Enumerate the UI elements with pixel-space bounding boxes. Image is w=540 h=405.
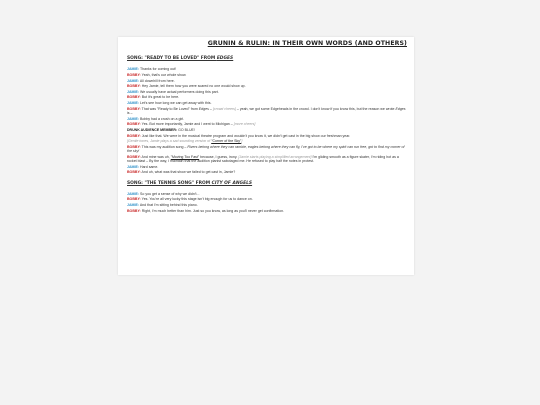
- speaker-bobby: BOBBY:: [127, 84, 141, 89]
- stage-direction: [Jamie starts playing a simplified arrangement]: [238, 154, 312, 159]
- transcript: [127, 57, 407, 214]
- dialogue-line: [127, 145, 407, 154]
- stage-direction: [Gentle tones, Jamie plays a sad sounding version of: [127, 139, 212, 144]
- show-title: Edges: [395, 106, 406, 111]
- song-heading-1-prefix: SONG: "READY TO BE LOVED" FROM: [127, 56, 217, 61]
- dialogue-text: Let's see how long we can get away with this.: [139, 101, 212, 106]
- speaker-bobby: BOBBY:: [127, 95, 141, 100]
- dialogue-line: [127, 155, 407, 164]
- lyrics: Rivers belong where they can ramble, eagles belong where they can fly, I've got to be where my spirit can run free, got to find my corner of the sky!: [127, 144, 405, 154]
- dialogue-text: Right, I'm much better than him. Just so you know, as long as you'll never get confirmation.: [140, 208, 285, 213]
- speaker-audience: DRUNK AUDIENCE MEMBER:: [127, 127, 178, 132]
- speaker-jamie: JAMIE:: [127, 191, 140, 196]
- dialogue-line: [127, 84, 407, 88]
- dialogue-text: is –: [127, 110, 133, 115]
- speaker-jamie: JAMIE:: [127, 67, 140, 72]
- stage-direction: [crowd cheers]: [212, 106, 236, 111]
- dialogue-text: Bobby had a crush on a girl.: [139, 116, 185, 121]
- dialogue-line: [127, 128, 407, 132]
- song-heading-2-show: CITY OF ANGELS: [211, 180, 253, 186]
- stage-direction-line: [127, 139, 407, 143]
- speaker-bobby: BOBBY:: [127, 133, 141, 138]
- dialogue-line: [127, 117, 407, 121]
- song-heading-2: [127, 182, 407, 186]
- dialogue-line: [127, 192, 407, 196]
- dialogue-line: [127, 209, 407, 213]
- dialogue-text: –: [208, 106, 213, 111]
- dialogue-line: [127, 90, 407, 94]
- dialogue-text: And that I'm sitting behind this piano.: [139, 203, 198, 208]
- speaker-bobby: BOBBY:: [127, 197, 141, 202]
- speaker-jamie: JAMIE:: [127, 101, 140, 106]
- speaker-bobby: BOBBY:: [127, 72, 141, 77]
- speaker-jamie: JAMIE:: [127, 89, 140, 94]
- dialogue-text: Yes. You're all very lucky this stage isn't big enough for us to dance on.: [140, 197, 253, 202]
- dialogue-text: GO BLUE!: [177, 127, 195, 132]
- dialogue-text: This was my audition song –: [140, 144, 188, 149]
- dialogue-text: Yeah, that's our whole show.: [140, 72, 187, 77]
- dialogue-line: [127, 101, 407, 105]
- song-heading-2-prefix: SONG: "THE TENNIS SONG" FROM: [127, 180, 212, 186]
- dialogue-line: [127, 134, 407, 138]
- page-title: GRUNIN & RULIN: IN THEIR OWN WORDS (AND OTHERS): [207, 40, 407, 47]
- dialogue-line: [127, 95, 407, 99]
- dialogue-text: – yeah, we got some Edgeheads in the crowd. I don't know if you know this, but the reason we wrote: [235, 106, 396, 111]
- dialogue-text: But it's great to be here.: [140, 95, 180, 100]
- dialogue-text: We usually have actual performers doing this part.: [139, 89, 219, 94]
- dialogue-text: That was "Ready to Be Loved" from: [140, 106, 199, 111]
- dialogue-line: [127, 122, 407, 126]
- speaker-bobby: BOBBY:: [127, 208, 141, 213]
- document-page: [118, 37, 414, 275]
- stage-direction: ]: [241, 139, 243, 144]
- speaker-bobby: BOBBY:: [127, 122, 141, 127]
- song-link-moving-too-fast[interactable]: "Moving Too Fast": [170, 154, 200, 159]
- dialogue-text: All downhill from here.: [139, 78, 175, 83]
- dialogue-line: [127, 170, 407, 174]
- speaker-jamie: JAMIE:: [127, 164, 140, 169]
- speaker-bobby: BOBBY:: [127, 170, 141, 175]
- speaker-bobby: BOBBY:: [127, 106, 141, 111]
- dialogue-text: Thanks for coming out!: [139, 67, 177, 72]
- show-title: Edges: [198, 106, 209, 111]
- dialogue-text: So you get a sense of why we didn't...: [139, 191, 200, 196]
- dialogue-text: because, I guess, irony.: [199, 154, 239, 159]
- dialogue-line: [127, 79, 407, 83]
- speaker-jamie: JAMIE:: [127, 78, 140, 83]
- dialogue-line: [127, 107, 407, 116]
- dialogue-text: And uh, what was that show we failed to get cast in, Jamie?: [140, 170, 236, 175]
- dialogue-text: Hard same.: [139, 164, 159, 169]
- stage-direction: [more cheers]: [233, 122, 256, 127]
- dialogue-line: [127, 165, 407, 169]
- dialogue-line: [127, 67, 407, 71]
- dialogue-line: [127, 197, 407, 201]
- dialogue-line: [127, 73, 407, 77]
- speaker-jamie: JAMIE:: [127, 116, 140, 121]
- dialogue-text: I'm gliding smooth as a figure skater, I'm riding hot as a rocket blast – By the way, I maintain that the audition pianist sabotaged me. He refused to play half the notes in protest.: [127, 154, 399, 163]
- speaker-bobby: BOBBY:: [127, 144, 141, 149]
- speaker-jamie: JAMIE:: [127, 203, 140, 208]
- dialogue-text: And mine was uh,: [140, 154, 171, 159]
- song-heading-1: [127, 57, 407, 61]
- song-link-corner-of-the-sky[interactable]: "Corner of the Sky": [211, 139, 242, 144]
- song-heading-1-show: EDGES: [216, 56, 234, 61]
- dialogue-text: Just like that. We were in the musical theatre program and wouldn't you know it, we didn't get cast in the big show our freshman year.: [140, 133, 351, 138]
- dialogue-text: Yes. But more importantly, Jamie and I went to Michigan –: [140, 122, 234, 127]
- dialogue-line: [127, 203, 407, 207]
- dialogue-text: Hey Jamie, tell them how you were scared no one would show up.: [140, 84, 246, 89]
- speaker-bobby: BOBBY:: [127, 154, 141, 159]
